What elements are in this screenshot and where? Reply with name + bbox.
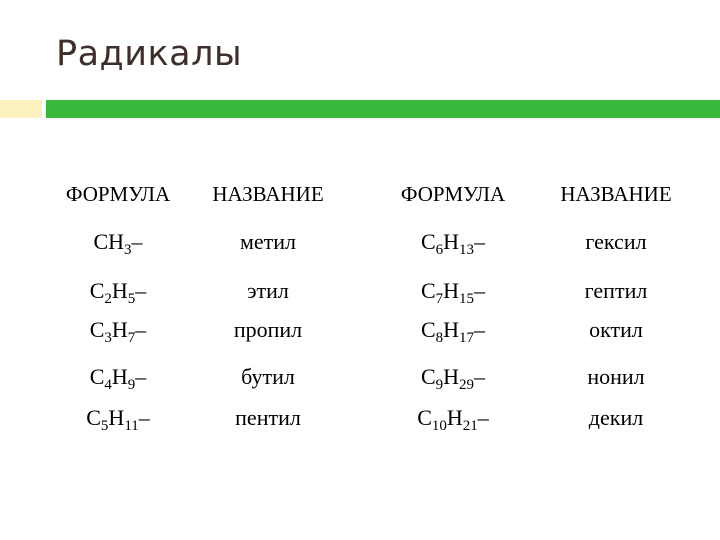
- formula-subscript: 13: [459, 242, 475, 258]
- formula-text: –: [138, 405, 150, 430]
- formula-text: C: [89, 317, 105, 342]
- formula-left: [86, 405, 150, 434]
- name-left: метил: [239, 229, 297, 254]
- formula-text: –: [135, 317, 147, 342]
- formula-text: H: [111, 278, 128, 303]
- accent-bar-yellow: [0, 100, 42, 118]
- formula-text: C: [89, 278, 105, 303]
- formula-text: –: [474, 317, 486, 342]
- formula-right: [420, 278, 486, 307]
- formula-subscript: 3: [104, 330, 112, 346]
- formula-text: H: [446, 405, 463, 430]
- name-right: гексил: [585, 229, 647, 254]
- formula-subscript: 17: [459, 330, 475, 346]
- formula-text: –: [474, 364, 486, 389]
- formula-subscript: 2: [104, 291, 112, 307]
- formula-right: [417, 405, 489, 434]
- formula-subscript: 8: [435, 330, 444, 346]
- formula-subscript: 3: [124, 242, 132, 258]
- formula-left: [89, 278, 147, 307]
- accent-bar-green: [46, 100, 720, 118]
- formula-text: C: [420, 317, 436, 342]
- header-name-left: НАЗВАНИЕ: [212, 182, 324, 206]
- formula-text: H: [443, 317, 460, 342]
- formula-subscript: 5: [100, 418, 109, 434]
- formula-subscript: 15: [459, 291, 475, 307]
- formula-left: [89, 364, 147, 393]
- formula-right: [420, 229, 486, 258]
- formula-text: –: [474, 278, 486, 303]
- name-right: декил: [588, 405, 644, 430]
- formula-subscript: 9: [435, 377, 444, 393]
- name-right: нонил: [587, 364, 645, 389]
- formula-text: H: [111, 317, 128, 342]
- formula-subscript: 21: [462, 418, 478, 434]
- formula-text: C: [420, 278, 436, 303]
- formula-text: C: [86, 405, 101, 430]
- formula-text: –: [131, 229, 143, 254]
- formula-text: H: [443, 229, 460, 254]
- formula-text: –: [135, 364, 147, 389]
- formula-text: C: [420, 364, 436, 389]
- name-right: гептил: [584, 278, 648, 303]
- formula-subscript: 5: [127, 291, 136, 307]
- formula-subscript: 11: [124, 418, 139, 434]
- name-left: этил: [247, 278, 289, 303]
- formula-subscript: 7: [127, 330, 136, 346]
- formula-text: H: [443, 364, 460, 389]
- formula-text: C: [420, 229, 436, 254]
- header-formula-right: ФОРМУЛА: [400, 182, 506, 206]
- formula-text: H: [443, 278, 460, 303]
- formula-text: H: [111, 364, 128, 389]
- formula-text: –: [474, 229, 486, 254]
- formula-text: H: [108, 405, 125, 430]
- formula-right: [420, 317, 486, 346]
- formula-subscript: 6: [435, 242, 444, 258]
- formula-text: –: [135, 278, 147, 303]
- formula-left: [89, 317, 147, 346]
- name-left: бутил: [241, 364, 295, 389]
- header-formula-left: ФОРМУЛА: [65, 182, 171, 206]
- page-title: Радикалы: [56, 34, 243, 74]
- name-left: пропил: [233, 317, 303, 342]
- formula-subscript: 10: [431, 418, 447, 434]
- formula-subscript: 4: [104, 377, 112, 393]
- formula-subscript: 29: [459, 377, 475, 393]
- formula-subscript: 9: [127, 377, 136, 393]
- formula-text: –: [477, 405, 489, 430]
- formula-text: CH: [93, 229, 125, 254]
- formula-text: C: [417, 405, 432, 430]
- name-left: пентил: [235, 405, 301, 430]
- formula-subscript: 7: [435, 291, 444, 307]
- header-name-right: НАЗВАНИЕ: [560, 182, 672, 206]
- formula-left: [93, 229, 143, 258]
- formula-right: [420, 364, 486, 393]
- formula-text: C: [89, 364, 105, 389]
- name-right: октил: [589, 317, 643, 342]
